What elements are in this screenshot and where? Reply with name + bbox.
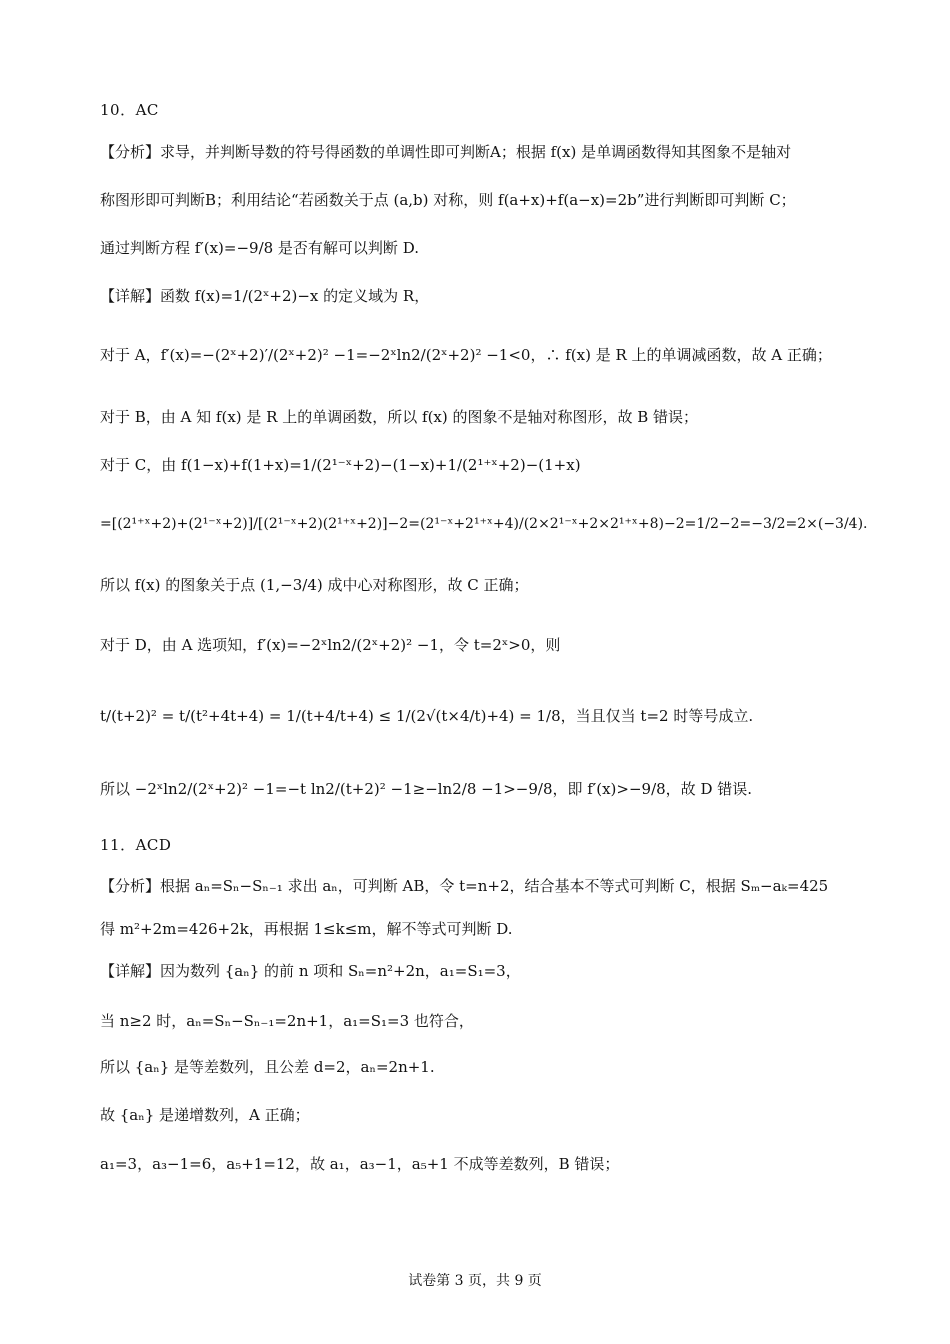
analysis-10-line-1: 【分析】求导，并判断导数的符号得函数的单调性即可判断A；根据 f(x) 是单调函数得知其图象不是轴对 [100,143,792,161]
page-footer: 试卷第 3 页，共 9 页 [408,1273,542,1289]
detail-10-option-a: 对于 A，f′(x)=−(2ˣ+2)′/(2ˣ+2)² −1=−2ˣln2/(2ˣ+2)² −1<0，∴ f(x) 是 R 上的单调减函数，故 A 正确； [100,346,832,364]
analysis-11-line-1: 【分析】根据 aₙ=Sₙ−Sₙ₋₁ 求出 aₙ，可判断 AB，令 t=n+2，结合基本不等式可判断 C，根据 Sₘ−aₖ=425 [100,877,829,895]
detail-10-option-c-line-1: 对于 C，由 f(1−x)+f(1+x)=1/(2¹⁻ˣ+2)−(1−x)+1/(2¹⁺ˣ+2)−(1+x) [100,456,581,474]
answer-11-heading: 11．ACD [100,836,172,854]
detail-10-option-c-line-2: =[(2¹⁺ˣ+2)+(2¹⁻ˣ+2)]/[(2¹⁻ˣ+2)(2¹⁺ˣ+2)]−2=(2¹⁻ˣ+2¹⁺ˣ+4)/(2×2¹⁻ˣ+2×2¹⁺ˣ+8)−2=1/2−2=−3/2=2×(−3/4). [100,516,868,532]
analysis-11-line-2: 得 m²+2m=426+2k，再根据 1≤k≤m，解不等式可判断 D. [100,920,513,938]
detail-10-option-b: 对于 B，由 A 知 f(x) 是 R 上的单调函数，所以 f(x) 的图象不是轴对称图形，故 B 错误； [100,408,699,426]
detail-11-option-a: 故 {aₙ} 是递增数列，A 正确； [100,1106,310,1124]
detail-10-option-d-conclusion: 所以 −2ˣln2/(2ˣ+2)² −1=−t ln2/(t+2)² −1≥−ln2/8 −1>−9/8，即 f′(x)>−9/8，故 D 错误. [100,780,753,798]
detail-11-line-2: 当 n≥2 时，aₙ=Sₙ−Sₙ₋₁=2n+1，a₁=S₁=3 也符合， [100,1012,474,1030]
detail-10-option-d-line-1: 对于 D，由 A 选项知，f′(x)=−2ˣln2/(2ˣ+2)² −1，令 t=2ˣ>0，则 [100,636,561,654]
analysis-10-line-2: 称图形即可判断B；利用结论“若函数关于点 (a,b) 对称，则 f(a+x)+f(a−x)=2b”进行判断即可判断 C； [100,191,796,209]
analysis-10-line-3: 通过判断方程 f′(x)=−9/8 是否有解可以判断 D. [100,239,419,257]
detail-10-option-d-line-2: t/(t+2)² = t/(t²+4t+4) = 1/(t+4/t+4) ≤ 1/(2√(t×4/t)+4) = 1/8，当且仅当 t=2 时等号成立. [100,707,754,725]
detail-11-line-3: 所以 {aₙ} 是等差数列，且公差 d=2，aₙ=2n+1. [100,1058,435,1076]
detail-11-line-1: 【详解】因为数列 {aₙ} 的前 n 项和 Sₙ=n²+2n，a₁=S₁=3， [100,962,521,980]
detail-11-option-b: a₁=3，a₃−1=6，a₅+1=12，故 a₁，a₃−1，a₅+1 不成等差数列，B 错误； [100,1155,620,1173]
answer-10-heading: 10．AC [100,101,159,119]
detail-10-line-1: 【详解】函数 f(x)=1/(2ˣ+2)−x 的定义域为 R， [100,287,430,305]
detail-10-option-c-conclusion: 所以 f(x) 的图象关于点 (1,−3/4) 成中心对称图形，故 C 正确； [100,576,529,594]
